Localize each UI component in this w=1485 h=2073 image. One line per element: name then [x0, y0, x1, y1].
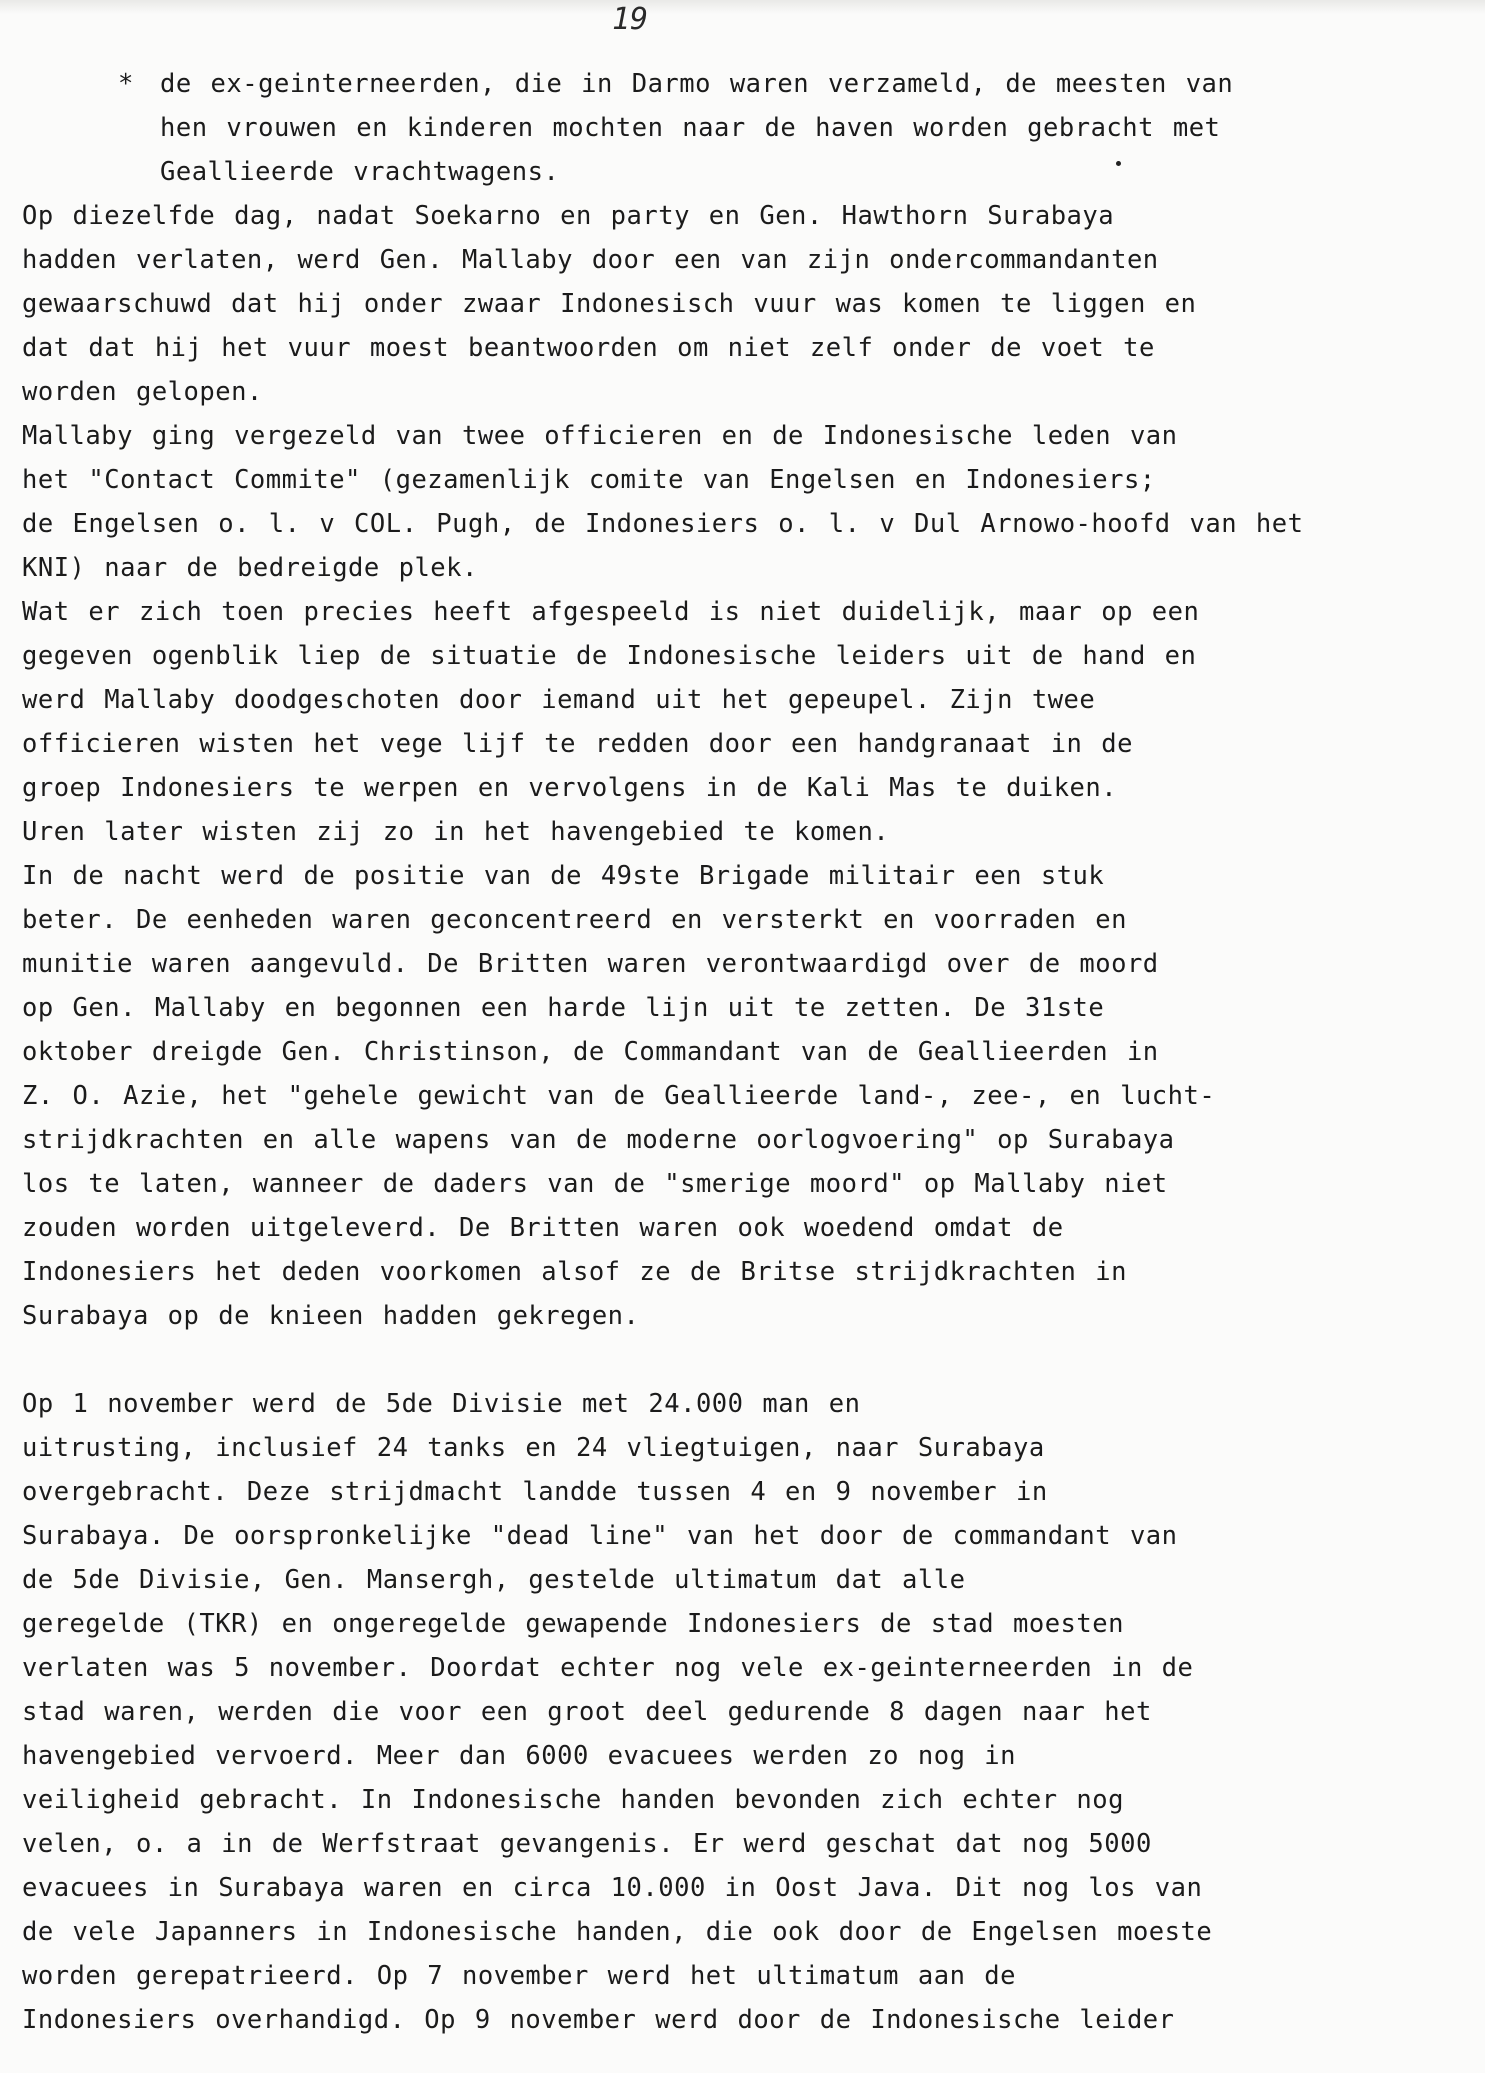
- paragraph: [22, 1382, 1462, 2042]
- text-line: de ex-geinterneerden, die in Darmo waren verzameld, de meesten van: [160, 69, 1234, 99]
- scan-top-edge: [0, 0, 1485, 14]
- text-line: Indonesiers overhandigd. Op 9 november werd door de Indonesische leider: [22, 2005, 1175, 2035]
- text-line: de 5de Divisie, Gen. Mansergh, gestelde ultimatum dat alle: [22, 1565, 966, 1595]
- text-line: evacuees in Surabaya waren en circa 10.000 in Oost Java. Dit nog los van: [22, 1873, 1203, 1903]
- text-line: worden gerepatrieerd. Op 7 november werd het ultimatum aan de: [22, 1961, 1016, 1991]
- paragraph-gap: [22, 1338, 1462, 1382]
- text-line: het "Contact Commite" (gezamenlijk comite van Engelsen en Indonesiers;: [22, 465, 1156, 495]
- text-line: Surabaya op de knieen hadden gekregen.: [22, 1301, 640, 1331]
- text-line: veiligheid gebracht. In Indonesische handen bevonden zich echter nog: [22, 1785, 1124, 1815]
- text-line: Geallieerde vrachtwagens.: [160, 157, 560, 187]
- text-line: de Engelsen o. l. v COL. Pugh, de Indonesiers o. l. v Dul Arnowo-hoofd van het: [22, 509, 1304, 539]
- text-line: KNI) naar de bedreigde plek.: [22, 553, 478, 583]
- text-line: Wat er zich toen precies heeft afgespeeld is niet duidelijk, maar op een: [22, 597, 1200, 627]
- text-line: zouden worden uitgeleverd. De Britten waren ook woedend omdat de: [22, 1213, 1064, 1243]
- text-line: overgebracht. Deze strijdmacht landde tussen 4 en 9 november in: [22, 1477, 1048, 1507]
- bullet-item: [22, 62, 1462, 194]
- text-line: stad waren, werden die voor een groot deel gedurende 8 dagen naar het: [22, 1697, 1152, 1727]
- text-line: geregelde (TKR) en ongeregelde gewapende Indonesiers de stad moesten: [22, 1609, 1124, 1639]
- text-line: groep Indonesiers te werpen en vervolgens in de Kali Mas te duiken.: [22, 773, 1118, 803]
- text-line: Op diezelfde dag, nadat Soekarno en party en Gen. Hawthorn Surabaya: [22, 201, 1115, 231]
- text-line: In de nacht werd de positie van de 49ste Brigade militair een stuk: [22, 861, 1105, 891]
- text-line: uitrusting, inclusief 24 tanks en 24 vliegtuigen, naar Surabaya: [22, 1433, 1045, 1463]
- text-line: Op 1 november werd de 5de Divisie met 24.000 man en: [22, 1389, 861, 1419]
- text-line: havengebied vervoerd. Meer dan 6000 evacuees werden zo nog in: [22, 1741, 1016, 1771]
- page-number: 19: [612, 2, 649, 37]
- text-line: Surabaya. De oorspronkelijke "dead line" van het door de commandant van: [22, 1521, 1178, 1551]
- text-line: verlaten was 5 november. Doordat echter nog vele ex-geinterneerden in de: [22, 1653, 1194, 1683]
- text-line: hadden verlaten, werd Gen. Mallaby door een van zijn ondercommandanten: [22, 245, 1159, 275]
- text-line: op Gen. Mallaby en begonnen een harde lijn uit te zetten. De 31ste: [22, 993, 1105, 1023]
- paragraph: [22, 414, 1462, 590]
- text-line: worden gelopen.: [22, 377, 263, 407]
- text-line: oktober dreigde Gen. Christinson, de Commandant van de Geallieerden in: [22, 1037, 1159, 1067]
- text-line: gegeven ogenblik liep de situatie de Indonesische leiders uit de hand en: [22, 641, 1197, 671]
- paragraph: [22, 194, 1462, 414]
- body-text: [22, 62, 1462, 2042]
- text-line: Uren later wisten zij zo in het havengebied te komen.: [22, 817, 890, 847]
- text-line: strijdkrachten en alle wapens van de moderne oorlogvoering" op Surabaya: [22, 1125, 1175, 1155]
- text-line: Indonesiers het deden voorkomen alsof ze de Britse strijdkrachten in: [22, 1257, 1127, 1287]
- text-line: beter. De eenheden waren geconcentreerd en versterkt en voorraden en: [22, 905, 1127, 935]
- text-line: Mallaby ging vergezeld van twee officieren en de Indonesische leden van: [22, 421, 1178, 451]
- paragraph: [22, 854, 1462, 1338]
- text-line: velen, o. a in de Werfstraat gevangenis. Er werd geschat dat nog 5000: [22, 1829, 1152, 1859]
- text-line: gewaarschuwd dat hij onder zwaar Indonesisch vuur was komen te liggen en: [22, 289, 1197, 319]
- text-line: Z. O. Azie, het "gehele gewicht van de Geallieerde land-, zee-, en lucht-: [22, 1081, 1216, 1111]
- bullet-marker: *: [118, 69, 134, 99]
- text-line: officieren wisten het vege lijf te redden door een handgranaat in de: [22, 729, 1133, 759]
- text-line: munitie waren aangevuld. De Britten waren verontwaardigd over de moord: [22, 949, 1159, 979]
- text-line: de vele Japanners in Indonesische handen, die ook door de Engelsen moeste: [22, 1917, 1213, 1947]
- text-line: dat dat hij het vuur moest beantwoorden om niet zelf onder de voet te: [22, 333, 1155, 363]
- text-line: werd Mallaby doodgeschoten door iemand uit het gepeupel. Zijn twee: [22, 685, 1096, 715]
- text-line: los te laten, wanneer de daders van de "smerige moord" op Mallaby niet: [22, 1169, 1168, 1199]
- paragraph: [22, 590, 1462, 854]
- text-line: hen vrouwen en kinderen mochten naar de haven worden gebracht met: [160, 113, 1221, 143]
